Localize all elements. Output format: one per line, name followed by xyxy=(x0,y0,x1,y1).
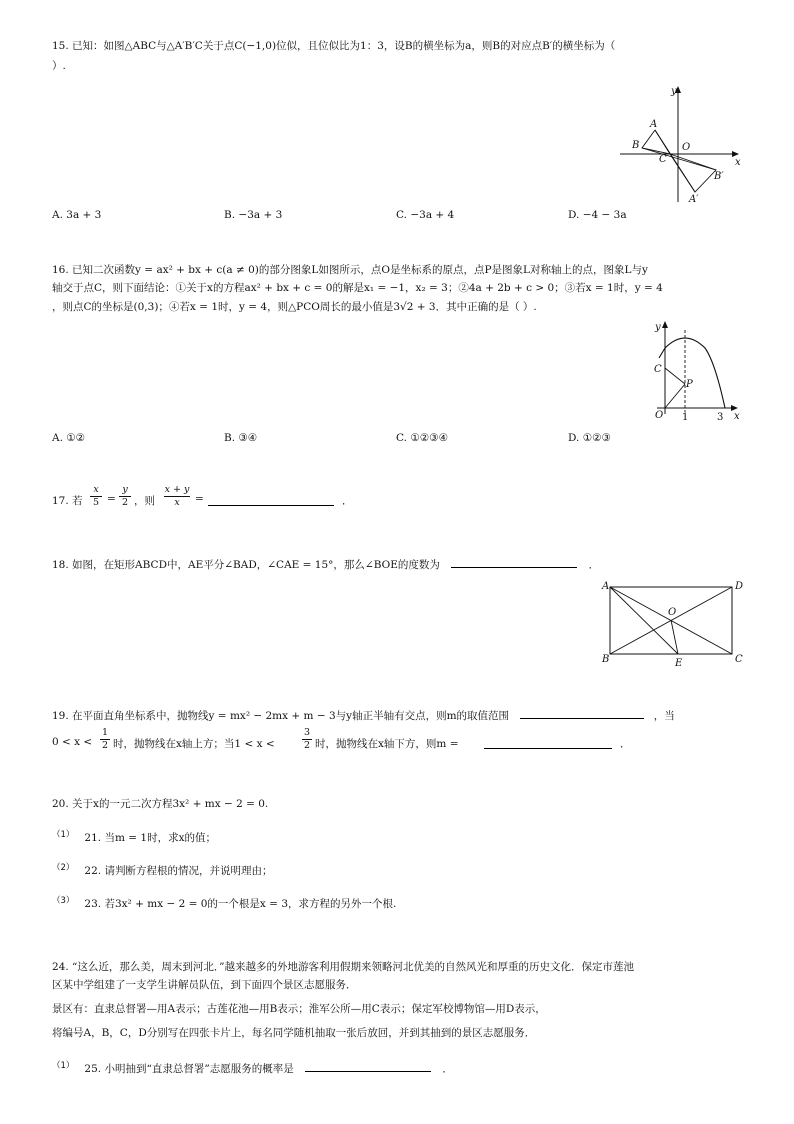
q16-label-x: x xyxy=(734,411,740,422)
q16-label-1: 1 xyxy=(682,412,689,422)
q24-stem-line3: 景区有：直隶总督署—用A表示；古莲花池—用B表示；淮军公所—用C表示；保定军校博物馆—用D表示， xyxy=(52,1003,546,1015)
q15-figure xyxy=(618,84,748,206)
q15-option-c[interactable]: C. −3a + 4 xyxy=(396,209,455,221)
q19-line2-end: ． xyxy=(620,738,631,750)
q18-label-o: O xyxy=(668,607,677,618)
q16-stem-line1: 16. 已知二次函数y = ax² + bx + c(a ≠ 0)的部分图象L如图所示，点O是坐标系的原点，点P是图象L对称轴上的点，图象L与y xyxy=(52,264,648,276)
q17-eq1: = xyxy=(107,493,116,505)
q16-label-p: P xyxy=(686,379,693,390)
q24-stem-line4: 将编号A，B，C，D分别写在四张卡片上，每名同学随机抽取一张后放回，并到其抽到的景区志愿服务． xyxy=(52,1027,536,1039)
q24-sub-1-text: 25. 小明抽到“直隶总督署”志愿服务的概率是 xyxy=(84,1063,294,1075)
q19-cond3: 时，抛物线在x轴下方，则m = xyxy=(315,738,459,750)
q18-label-c: C xyxy=(735,654,743,665)
q19-range-blank[interactable] xyxy=(520,707,644,719)
q18-suffix: ． xyxy=(588,559,600,571)
q24-probability-blank[interactable] xyxy=(305,1060,431,1072)
q19-frac2-den: 2 xyxy=(303,740,311,751)
q18-answer-blank[interactable] xyxy=(451,556,577,568)
q17-suffix: ． xyxy=(342,495,353,507)
q24-sub-1-end: ． xyxy=(442,1063,453,1075)
q15-label-c: C xyxy=(659,154,667,165)
q16-stem-line2: 轴交于点C，则下面结论：①关于x的方程ax² + bx + c = 0的解是x₁ = −1，x₂ = 3；②4a + 2b + c > 0；③若x = 1时，y = 4 xyxy=(52,282,663,294)
q17-answer-blank[interactable] xyxy=(208,493,334,506)
q16-label-y: y xyxy=(655,322,661,333)
q16-label-o: O xyxy=(655,410,664,421)
q18-label-b: B xyxy=(602,654,610,665)
q15-label-a: A xyxy=(650,119,658,130)
q17-frac2-num: y xyxy=(122,484,128,495)
q20-sub-2 xyxy=(52,863,272,878)
q19-line1-end: ，当 xyxy=(653,710,675,722)
q20-stem: 20. 关于x的一元二次方程3x² + mx − 2 = 0. xyxy=(52,798,269,810)
q20-sub-3-text: 23. 若3x² + mx − 2 = 0的一个根是x = 3，求方程的另外一个根. xyxy=(84,898,397,910)
q19-stem-line1 xyxy=(52,707,675,723)
q15-label-bp: B′ xyxy=(714,171,724,182)
q16-label-3: 3 xyxy=(717,412,724,422)
q17-frac1-den: 5 xyxy=(92,497,100,508)
q15-stem-line2: ）. xyxy=(52,60,66,72)
q19-stem-line2 xyxy=(52,727,652,755)
q17-frac3-den: x xyxy=(174,497,180,508)
q18-stem xyxy=(52,556,599,572)
q15-label-x: x xyxy=(735,157,741,168)
q19-cond2: 时，抛物线在x轴上方；当1 < x < xyxy=(113,738,275,750)
q20-sub-2-marker: （2） xyxy=(52,863,75,873)
q17-eq2: = xyxy=(195,493,204,505)
q24-stem-line2: 区某中学组建了一支学生讲解员队伍，到下面四个景区志愿服务． xyxy=(52,979,357,991)
q20-sub-1 xyxy=(52,830,216,845)
q20-sub-2-text: 22. 请判断方程根的情况，并说明理由； xyxy=(84,865,273,877)
q18-label-e: E xyxy=(675,658,683,669)
q16-seg-po xyxy=(665,384,685,408)
q18-segment-ae xyxy=(610,587,678,654)
q15-option-b[interactable]: B. −3a + 3 xyxy=(224,209,283,221)
q20-sub-1-text: 21. 当m = 1时，求x的值； xyxy=(84,832,216,844)
q17-then: ，则 xyxy=(134,495,155,507)
q16-option-c[interactable]: C. ①②③④ xyxy=(396,432,448,444)
q17-prefix: 17. 若 xyxy=(52,495,83,507)
q17-frac3-num: x + y xyxy=(164,484,190,495)
q18-text: 18. 如图，在矩形ABCD中，AE平分∠BAD，∠CAE = 15°，那么∠BOE的度数为 xyxy=(52,559,440,571)
q19-text1: 19. 在平面直角坐标系中，抛物线y = mx² − 2mx + m − 3与y轴正半轴有交点，则m的取值范围 xyxy=(52,710,510,722)
q16-option-b[interactable]: B. ③④ xyxy=(224,432,258,444)
q20-sub-3 xyxy=(52,896,396,911)
q16-label-c: C xyxy=(654,364,662,375)
q24-stem-line1: 24. “这么近，那么美，周末到河北．”越来越多的外地游客利用假期来领略河北优美的自然风光和厚重的历史文化．保定市莲池 xyxy=(52,961,635,973)
q15-label-o: O xyxy=(682,142,691,153)
q20-sub-3-marker: （3） xyxy=(52,896,75,906)
q24-sub-1-marker: （1） xyxy=(52,1061,75,1071)
q20-sub-1-marker: （1） xyxy=(52,830,75,840)
q15-option-d[interactable]: D. −4 − 3a xyxy=(568,209,627,221)
q19-frac2-num: 3 xyxy=(303,727,311,738)
q17-frac2-den: 2 xyxy=(121,497,129,508)
q15-triangle-abc xyxy=(642,130,670,154)
q15-label-y: y xyxy=(671,86,677,97)
q18-label-a: A xyxy=(602,581,610,592)
q16-option-a[interactable]: A. ①② xyxy=(52,432,86,444)
q18-figure xyxy=(598,578,748,670)
q16-seg-cp xyxy=(665,368,685,384)
q19-frac1-den: 2 xyxy=(101,740,109,751)
q16-figure xyxy=(645,318,749,422)
q18-label-d: D xyxy=(735,581,744,592)
q16-stem-line3: ，则点C的坐标是(0,3)；④若x = 1时，y = 4，则△PCO周长的最小值是3√2 + 3．其中正确的是（ ）. xyxy=(52,301,537,313)
q24-sub-1 xyxy=(52,1060,453,1076)
q15-label-b: B xyxy=(632,140,640,151)
q15-option-a[interactable]: A. 3a + 3 xyxy=(52,209,102,221)
q19-cond1: 0 < x < xyxy=(52,736,93,748)
q16-option-d[interactable]: D. ①②③ xyxy=(568,432,611,444)
q15-triangle-apbpc xyxy=(670,154,716,192)
q15-stem-line1: 15. 已知：如图△ABC与△A′B′C关于点C(−1,0)位似，且位似比为1：3，设B的横坐标为a，则B的对应点B′的横坐标为（ xyxy=(52,40,616,52)
q17-frac1-num: x xyxy=(93,484,99,495)
q15-label-ap: A′ xyxy=(689,194,699,205)
q19-m-blank[interactable] xyxy=(484,736,612,749)
q19-frac1-num: 1 xyxy=(101,727,109,738)
q18-segment-oe xyxy=(671,620,678,654)
